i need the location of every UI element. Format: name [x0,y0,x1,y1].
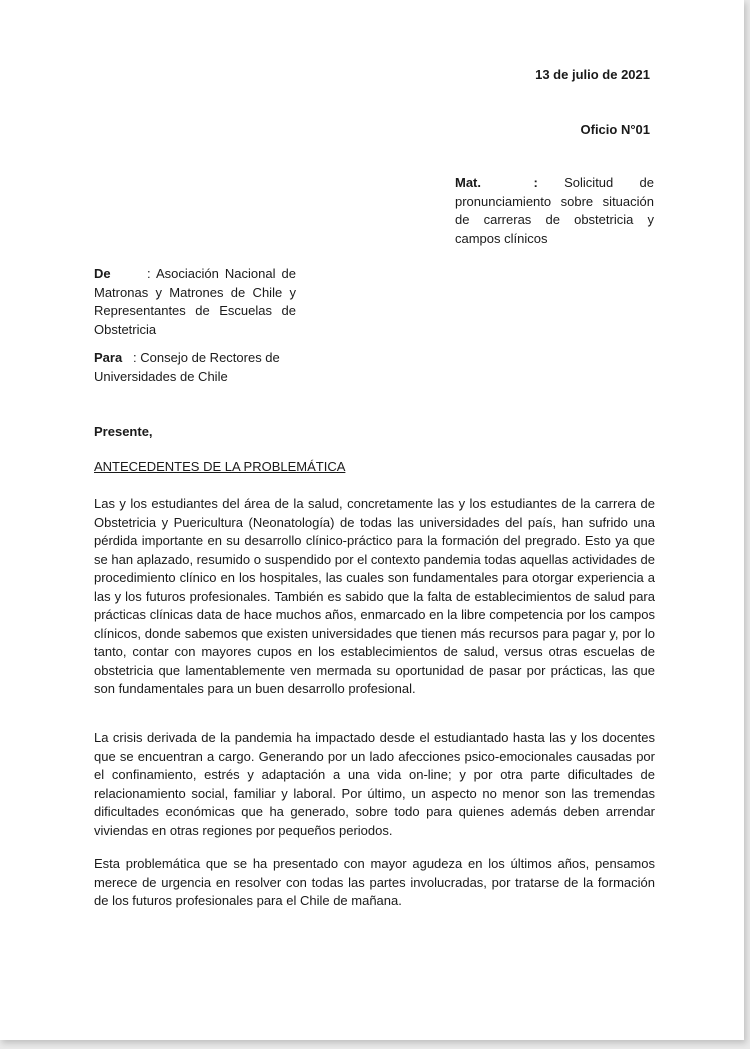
to-block [94,349,304,386]
to-text: Consejo de Rectores de Universidades de Chile [94,350,280,384]
from-block [94,265,296,339]
matter-label: Mat. [455,175,481,190]
from-separator: : [146,266,151,281]
to-separator: : [133,350,137,365]
from-text: Asociación Nacional de Matronas y Matrones de Chile y Representantes de Escuelas de Obstetricia [94,266,296,337]
oficio-number: Oficio N°01 [580,122,650,137]
matter-block [455,174,654,248]
from-label: De [94,266,111,281]
section-title: ANTECEDENTES DE LA PROBLEMÁTICA [94,459,346,474]
greeting: Presente, [94,424,153,439]
body-paragraph: Las y los estudiantes del área de la salud, concretamente las y los estudiantes de la carrera de Obstetricia y Puericultura (Neonatología) de todas las universidades del país, han sufrido una pérdida importante en su desarrollo clínico-práctico para la formación del pregrado. Esto ya que se han aplazado, resumido o suspendido por el contexto pandemia todas aquellas actividades de procedimiento clínico en los hospitales, las cuales son fundamentales para otorgar experiencia a las y los futuros profesionales. También es sabido que la falta de establecimientos de salud para prácticas clínicas data de hace muchos años, enmarcado en la libre competencia por los campos clínicos, donde sabemos que existen universidades que tienen más recursos para pagar y, por lo tanto, contar con mayores cupos en los establecimientos de salud, versus otras escuelas de obstetricia que lamentablemente ven mermada su oportunidad de pasar por prácticas, las que son fundamentales para un buen desarrollo profesional. [94,496,655,696]
to-label: Para [94,350,123,365]
letter-date: 13 de julio de 2021 [535,67,650,82]
matter-text: Solicitud de pronunciamiento sobre situación de carreras de obstetricia y campos clínicos [455,175,654,246]
body-paragraph: Esta problemática que se ha presentado con mayor agudeza en los últimos años, pensamos merece de urgencia en resolver con todas las partes involucradas, por tratarse de la formación de los futuros profesionales para el Chile de mañana. [94,856,655,908]
body-paragraph: La crisis derivada de la pandemia ha impactado desde el estudiantado hasta las y los docentes que se encuentran a cargo. Generando por un lado afecciones psico-emocionales causadas por el confinamiento, estrés y adaptación a una vida on-line; y por otra parte dificultades de relacionamiento social, familiar y laboral. Por último, un aspecto no menor son las tremendas dificultades económicas que ha generado, sobre todo para quienes además deben arrendar viviendas en otras regiones por pequeños periodos. [94,730,655,838]
matter-separator: : [533,175,538,190]
